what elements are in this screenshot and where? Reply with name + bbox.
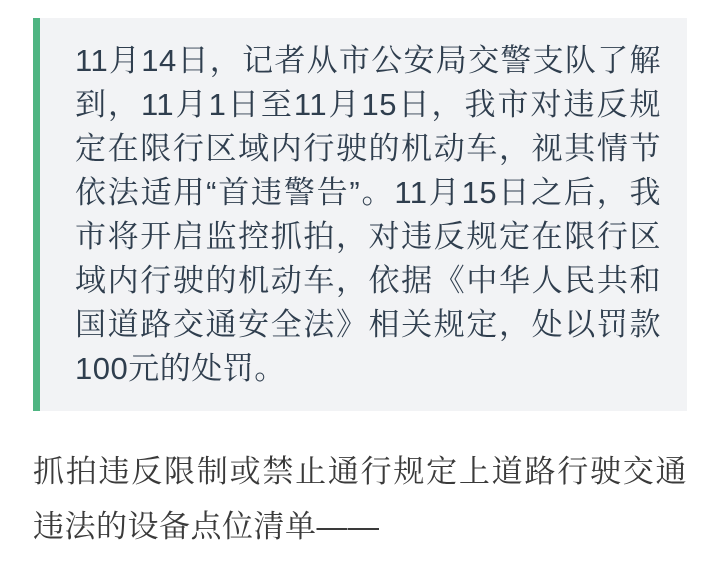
quote-text: 11月14日，记者从市公安局交警支队了解到，11月1日至11月15日，我市对违反规定在限行区域内行驶的机动车，视其情节依法适用“首违警告”。11月15日之后，我市将开启监控抓拍，对违反规定在限行区域内行驶的机动车，依据《中华人民共和国道路交通安全法》相关规定，处以罚款100元的处罚。: [75, 43, 661, 386]
quote-block: [33, 18, 687, 411]
body-paragraph: 抓拍违反限制或禁止通行规定上道路行驶交通违法的设备点位清单——: [33, 454, 687, 544]
